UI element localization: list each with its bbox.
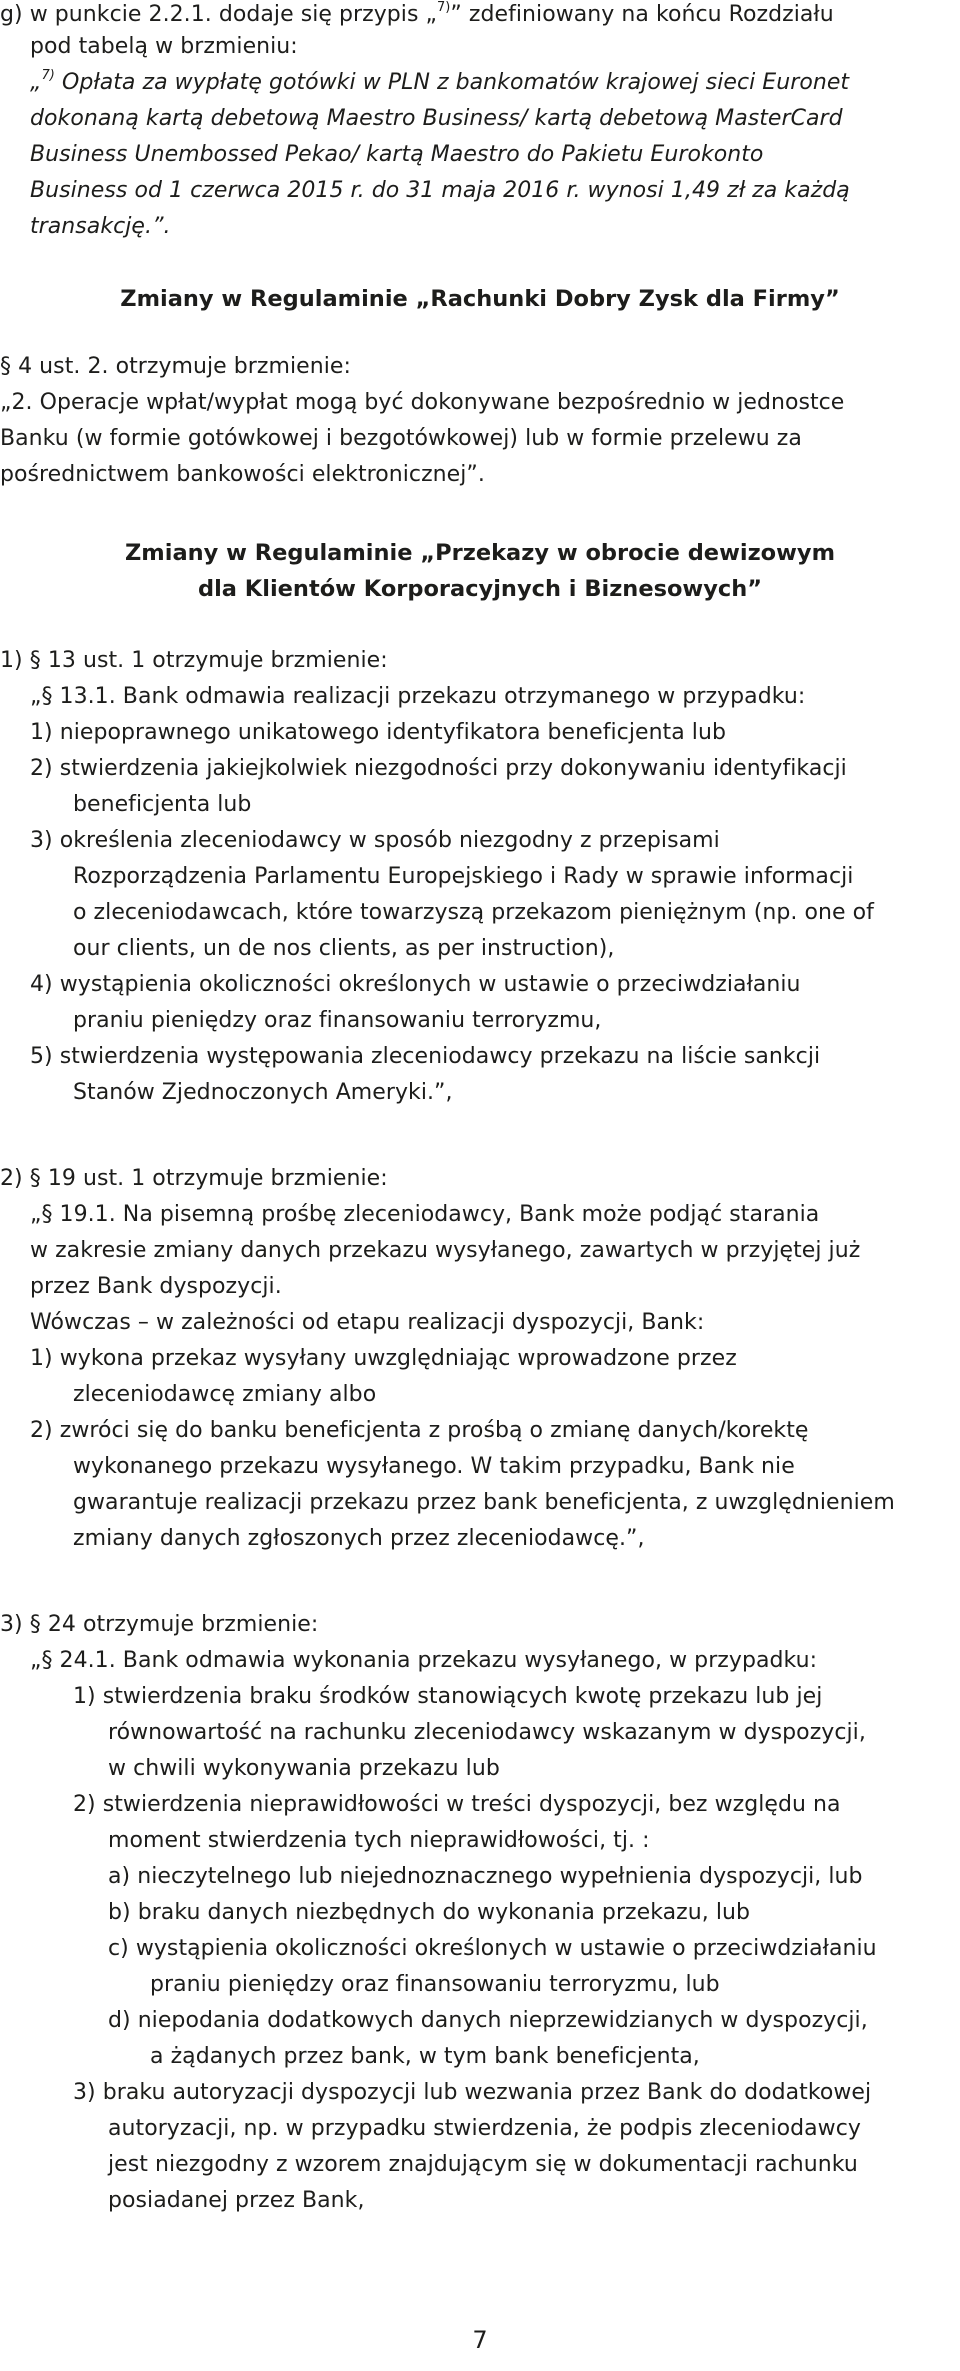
footnote-quote-line-3: Business Unembossed Pekao/ kartą Maestro do Pakietu Eurokonto — [30, 142, 764, 167]
list-item: c) wystąpienia okoliczności określonych w ustawie o przeciwdziałaniu — [108, 1936, 877, 1961]
section1-line: Banku (w formie gotówkowej i bezgotówkowej) lub w formie przelewu za — [0, 426, 802, 451]
list-item: „§ 24.1. Bank odmawia wykonania przekazu wysyłanego, w przypadku: — [30, 1648, 818, 1673]
list-item: 5) stwierdzenia występowania zleceniodawcy przekazu na liście sankcji — [30, 1044, 821, 1069]
list-item: Rozporządzenia Parlamentu Europejskiego i Rady w sprawie informacji — [73, 864, 854, 889]
list-item: beneficjenta lub — [73, 792, 252, 817]
footnote-number: 7) — [41, 67, 55, 83]
item-g-line-2: pod tabelą w brzmieniu: — [30, 34, 298, 59]
list-item: our clients, un de nos clients, as per instruction), — [73, 936, 615, 961]
list-item: zleceniodawcę zmiany albo — [73, 1382, 377, 1407]
list-item: praniu pieniędzy oraz finansowaniu terroryzmu, — [73, 1008, 602, 1033]
list-item: 3) braku autoryzacji dyspozycji lub wezwania przez Bank do dodatkowej — [73, 2080, 872, 2105]
list-item: w chwili wykonywania przekazu lub — [108, 1756, 500, 1781]
quote-open: „ — [30, 70, 42, 95]
list-item: „§ 13.1. Bank odmawia realizacji przekazu otrzymanego w przypadku: — [30, 684, 806, 709]
list-item: 1) § 13 ust. 1 otrzymuje brzmienie: — [0, 648, 388, 673]
list-item: w zakresie zmiany danych przekazu wysyłanego, zawartych w przyjętej już — [30, 1238, 861, 1263]
list-item: jest niezgodny z wzorem znajdującym się w dokumentacji rachunku — [108, 2152, 858, 2177]
list-item: 1) stwierdzenia braku środków stanowiących kwotę przekazu lub jej — [73, 1684, 823, 1709]
footnote-quote-line-2: dokonaną kartą debetową Maestro Business/ kartą debetową MasterCard — [30, 106, 843, 131]
section1-line: „2. Operacje wpłat/wypłat mogą być dokonywane bezpośrednio w jednostce — [0, 390, 845, 415]
list-item: 3) § 24 otrzymuje brzmienie: — [0, 1612, 319, 1637]
section-heading-rachunki: Zmiany w Regulaminie „Rachunki Dobry Zysk dla Firmy” — [120, 286, 840, 312]
item-g-marker: g) — [0, 2, 23, 27]
list-item: b) braku danych niezbędnych do wykonania przekazu, lub — [108, 1900, 750, 1925]
list-item: wykonanego przekazu wysyłanego. W takim przypadku, Bank nie — [73, 1454, 795, 1479]
section1-line: pośrednictwem bankowości elektronicznej”. — [0, 462, 485, 487]
footnote-quote-line-4: Business od 1 czerwca 2015 r. do 31 maja 2016 r. wynosi 1,49 zł za każdą — [30, 178, 850, 203]
list-item: Stanów Zjednoczonych Ameryki.”, — [73, 1080, 453, 1105]
list-item: a żądanych przez bank, w tym bank beneficjenta, — [150, 2044, 700, 2069]
list-item: Wówczas – w zależności od etapu realizacji dyspozycji, Bank: — [30, 1310, 705, 1335]
list-item: równowartość na rachunku zleceniodawcy wskazanym w dyspozycji, — [108, 1720, 866, 1745]
list-item: gwarantuje realizacji przekazu przez bank beneficjenta, z uwzględnieniem — [73, 1490, 895, 1515]
item-g-text-b: ” zdefiniowany na końcu Rozdziału — [450, 2, 834, 27]
list-item: posiadanej przez Bank, — [108, 2188, 365, 2213]
list-item: 2) stwierdzenia nieprawidłowości w treści dyspozycji, bez względu na — [73, 1792, 841, 1817]
item-g-text-a: w punkcie 2.2.1. dodaje się przypis „ — [29, 2, 437, 27]
list-item: praniu pieniędzy oraz finansowaniu terroryzmu, lub — [150, 1972, 720, 1997]
section1-line: § 4 ust. 2. otrzymuje brzmienie: — [0, 354, 351, 379]
list-item: 3) określenia zleceniodawcy w sposób niezgodny z przepisami — [30, 828, 720, 853]
list-item: autoryzacji, np. w przypadku stwierdzenia, że podpis zleceniodawcy — [108, 2116, 861, 2141]
footnote-text-1: Opłata za wypłatę gotówki w PLN z bankomatów krajowej sieci Euronet — [61, 70, 850, 95]
page-number: 7 — [472, 2326, 488, 2354]
list-item: a) nieczytelnego lub niejednoznacznego wypełnienia dyspozycji, lub — [108, 1864, 863, 1889]
section-heading-przekazy: Zmiany w Regulaminie „Przekazy w obrocie dewizowym — [124, 540, 836, 566]
item-g-line-1 — [0, 0, 834, 30]
list-item: d) niepodania dodatkowych danych nieprzewidzianych w dyspozycji, — [108, 2008, 868, 2033]
list-item: przez Bank dyspozycji. — [30, 1274, 282, 1299]
list-item: o zleceniodawcach, które towarzyszą przekazom pieniężnym (np. one of — [73, 900, 874, 925]
list-item: 2) § 19 ust. 1 otrzymuje brzmienie: — [0, 1166, 388, 1191]
list-item: 2) zwróci się do banku beneficjenta z prośbą o zmianę danych/korektę — [30, 1418, 809, 1443]
list-item: moment stwierdzenia tych nieprawidłowości, tj. : — [108, 1828, 650, 1853]
footnote-quote-line-1 — [30, 68, 849, 98]
list-item: 2) stwierdzenia jakiejkolwiek niezgodności przy dokonywaniu identyfikacji — [30, 756, 847, 781]
list-item: zmiany danych zgłoszonych przez zleceniodawcę.”, — [73, 1526, 645, 1551]
footnote-ref: 7) — [436, 0, 451, 15]
list-item: 1) wykona przekaz wysyłany uwzględniając wprowadzone przez — [30, 1346, 737, 1371]
section-heading-przekazy-2: dla Klientów Korporacyjnych i Biznesowych” — [197, 576, 763, 602]
list-item: 4) wystąpienia okoliczności określonych w ustawie o przeciwdziałaniu — [30, 972, 801, 997]
footnote-quote-line-5: transakcję.”. — [30, 214, 171, 239]
list-item: 1) niepoprawnego unikatowego identyfikatora beneficjenta lub — [30, 720, 726, 745]
list-item: „§ 19.1. Na pisemną prośbę zleceniodawcy, Bank może podjąć starania — [30, 1202, 820, 1227]
